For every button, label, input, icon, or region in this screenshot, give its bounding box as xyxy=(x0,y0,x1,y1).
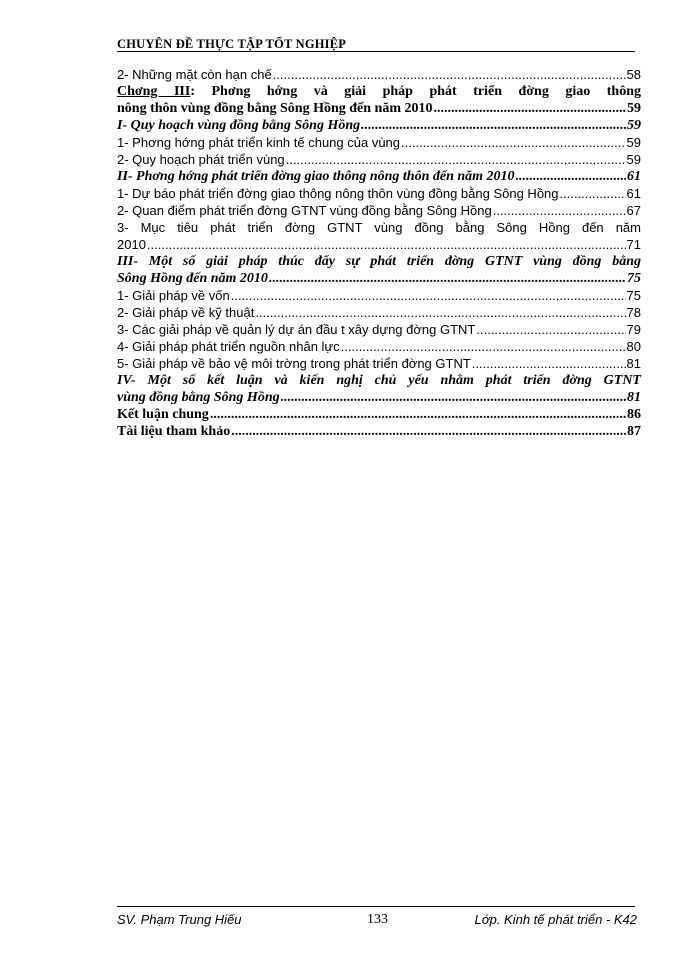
toc-entry-page: 80 xyxy=(626,339,641,354)
dot-leader xyxy=(286,151,626,168)
toc-entry-title: 2- Giải pháp về kỹ thuật xyxy=(117,305,255,320)
toc-entry[interactable] xyxy=(117,219,641,253)
toc-entry-section[interactable] xyxy=(117,168,641,185)
toc-entry-title: 2- Quan điểm phát triển đờng GTNT vùng đồng bằng Sông Hồng xyxy=(117,203,492,218)
toc-entry-title-line2: vùng đồng bằng Sông Hồng xyxy=(117,390,280,405)
toc-entry-page: 59 xyxy=(626,135,641,150)
toc-entry-page: 58 xyxy=(626,67,641,82)
dot-leader xyxy=(147,236,626,253)
dot-leader xyxy=(401,134,626,151)
toc-entry-title-line1: IV- Một số kết luận và kiến nghị chủ yếu nhằm phát triển đờng GTNT xyxy=(117,373,641,388)
toc-entry-page: 86 xyxy=(627,407,641,422)
toc-entry[interactable] xyxy=(117,355,641,372)
footer-class: Lớp. Kinh tế phát triển - K42 xyxy=(474,912,637,927)
toc-entry-title-line2: 2010 xyxy=(117,237,146,252)
dot-leader xyxy=(516,168,626,185)
dot-leader xyxy=(273,66,626,83)
page-footer xyxy=(117,912,637,930)
toc-entry-title: 1- Giải pháp về vốn xyxy=(117,288,230,303)
toc-entry-page: 61 xyxy=(626,186,641,201)
toc-entry-page: 75 xyxy=(626,288,641,303)
toc-entry-section[interactable] xyxy=(117,372,641,406)
dot-leader xyxy=(361,117,626,134)
toc-entry-page: 81 xyxy=(627,390,641,405)
dot-leader xyxy=(476,321,625,338)
toc-entry[interactable] xyxy=(117,338,641,355)
toc-entry-page: 59 xyxy=(626,152,641,167)
toc-entry-page: 79 xyxy=(626,322,641,337)
toc-entry-title: 2- Những mặt còn hạn chế xyxy=(117,67,272,82)
footer-rule xyxy=(117,906,635,907)
toc-entry-page: 81 xyxy=(626,356,641,371)
toc-entry-page: 59 xyxy=(627,118,641,133)
toc-entry-title-line1: 3- Mục tiêu phát triển đờng GTNT vùng đồng bằng Sông Hồng đến năm xyxy=(117,220,641,235)
toc-entry[interactable] xyxy=(117,134,641,151)
toc-entry-page: 59 xyxy=(627,101,641,116)
toc-entry[interactable] xyxy=(117,287,641,304)
chapter-label: Chơng III xyxy=(117,84,191,99)
toc-entry-page: 78 xyxy=(626,305,641,320)
toc-entry-title: Tài liệu tham khảo xyxy=(117,424,231,439)
dot-leader xyxy=(231,287,626,304)
dot-leader xyxy=(231,423,626,440)
dot-leader xyxy=(255,304,625,321)
toc-entry-title: 1- Phơng hớng phát triển kinh tế chung của vùng xyxy=(117,135,401,150)
header-title: CHUYÊN ĐỀ THỰC TẬP TỐT NGHIỆP xyxy=(117,37,347,51)
toc-entry-title: 3- Các giải pháp về quản lý dự án đầu t xây dựng đờng GTNT xyxy=(117,322,476,337)
dot-leader xyxy=(210,406,626,423)
footer-page-number: 133 xyxy=(367,912,388,927)
toc-entry[interactable] xyxy=(117,151,641,168)
chapter-title-line2: nông thôn vùng đồng bằng Sông Hồng đến năm 2010 xyxy=(117,101,433,116)
toc-entry-title: II- Phơng hớng phát triển đờng giao thông nông thôn đến năm 2010 xyxy=(117,169,515,184)
toc-entry[interactable] xyxy=(117,202,641,219)
toc-entry-references[interactable] xyxy=(117,423,641,440)
dot-leader xyxy=(493,202,626,219)
table-of-contents xyxy=(117,66,641,440)
toc-entry-page: 61 xyxy=(627,169,641,184)
header-rule xyxy=(117,51,635,52)
toc-entry[interactable] xyxy=(117,304,641,321)
footer-author: SV. Phạm Trung Hiếu xyxy=(117,912,242,927)
toc-entry-title-line2: Sông Hồng đến năm 2010 xyxy=(117,271,268,286)
toc-entry-title: Kết luận chung xyxy=(117,407,209,422)
dot-leader xyxy=(434,100,626,117)
toc-entry-title: 1- Dự báo phát triển đờng giao thông nông thôn vùng đồng bằng Sông Hồng xyxy=(117,186,559,201)
toc-entry-title: 5- Giải pháp về bảo vệ môi trờng trong phát triển đờng GTNT xyxy=(117,356,471,371)
toc-entry[interactable] xyxy=(117,185,641,202)
toc-entry-chapter[interactable] xyxy=(117,83,641,117)
chapter-title-line1: : Phơng hớng và giải pháp phát triển đờng giao thông xyxy=(190,84,642,99)
dot-leader xyxy=(472,355,626,372)
toc-entry-title: 2- Quy hoạch phát triển vùng xyxy=(117,152,285,167)
dot-leader xyxy=(560,185,626,202)
toc-entry-title: 4- Giải pháp phát triển nguồn nhân lực xyxy=(117,339,340,354)
toc-entry[interactable] xyxy=(117,321,641,338)
toc-entry-title: I- Quy hoạch vùng đồng bằng Sông Hồng xyxy=(117,118,361,133)
toc-entry-page: 67 xyxy=(626,203,641,218)
dot-leader xyxy=(281,389,626,406)
toc-entry[interactable] xyxy=(117,66,641,83)
dot-leader xyxy=(269,270,626,287)
toc-entry-conclusion[interactable] xyxy=(117,406,641,423)
toc-entry-section[interactable] xyxy=(117,253,641,287)
toc-entry-page: 87 xyxy=(627,424,641,439)
toc-entry-title-line1: III- Một số giải pháp thúc đẩy sự phát triển đờng GTNT vùng đồng bằng xyxy=(117,254,641,269)
dot-leader xyxy=(341,338,626,355)
toc-entry-section[interactable] xyxy=(117,117,641,134)
toc-entry-page: 71 xyxy=(626,237,641,252)
toc-entry-page: 75 xyxy=(627,271,641,286)
